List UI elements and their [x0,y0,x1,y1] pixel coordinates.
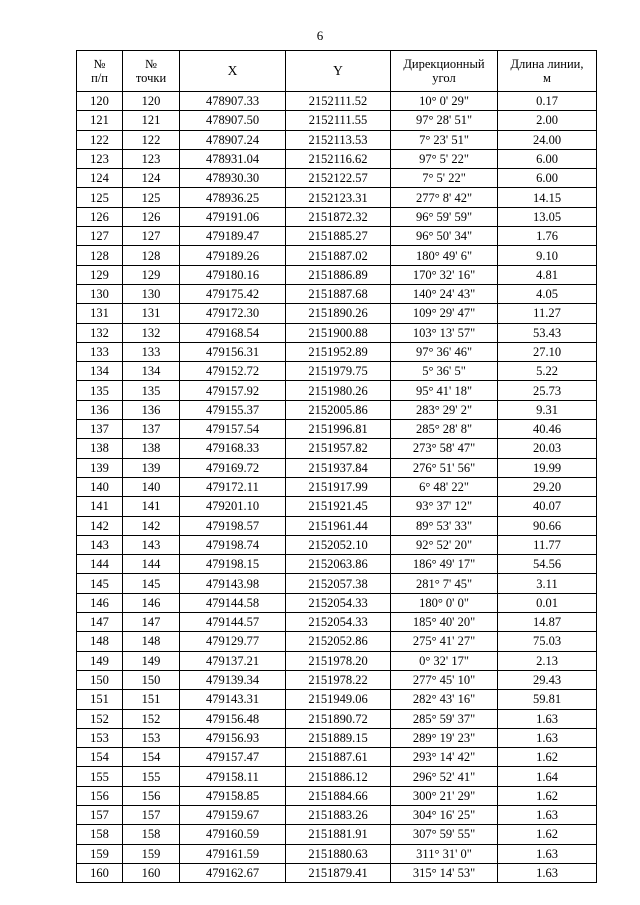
cell-row-number: 153 [77,728,123,747]
cell-x: 479162.67 [180,863,286,882]
cell-point-number: 145 [123,574,180,593]
table-row [77,323,597,342]
cell-point-number: 156 [123,786,180,805]
cell-point-number: 154 [123,748,180,767]
cell-line-length: 0.17 [498,92,597,111]
table-row [77,574,597,593]
cell-y: 2151917.99 [286,477,391,496]
cell-x: 479159.67 [180,805,286,824]
cell-row-number: 125 [77,188,123,207]
table-row [77,825,597,844]
cell-x: 479156.48 [180,709,286,728]
cell-line-length: 40.46 [498,420,597,439]
cell-x: 479157.92 [180,381,286,400]
cell-row-number: 135 [77,381,123,400]
table-row [77,535,597,554]
cell-y: 2152113.53 [286,130,391,149]
cell-row-number: 130 [77,284,123,303]
cell-x: 479172.30 [180,304,286,323]
cell-x: 479143.98 [180,574,286,593]
cell-line-length: 25.73 [498,381,597,400]
cell-y: 2152123.31 [286,188,391,207]
cell-line-length: 1.63 [498,863,597,882]
cell-direction-angle: 307° 59' 55" [391,825,498,844]
cell-point-number: 157 [123,805,180,824]
cell-x: 478907.50 [180,111,286,130]
cell-point-number: 158 [123,825,180,844]
cell-line-length: 40.07 [498,497,597,516]
cell-x: 479152.72 [180,362,286,381]
table-row [77,767,597,786]
cell-direction-angle: 96° 50' 34" [391,227,498,246]
cell-row-number: 158 [77,825,123,844]
cell-row-number: 131 [77,304,123,323]
cell-x: 479144.58 [180,593,286,612]
cell-row-number: 124 [77,169,123,188]
cell-row-number: 145 [77,574,123,593]
cell-y: 2152054.33 [286,593,391,612]
cell-row-number: 140 [77,477,123,496]
cell-line-length: 54.56 [498,555,597,574]
cell-row-number: 134 [77,362,123,381]
cell-direction-angle: 97° 36' 46" [391,342,498,361]
cell-row-number: 160 [77,863,123,882]
cell-y: 2151937.84 [286,458,391,477]
cell-x: 479157.47 [180,748,286,767]
cell-y: 2151887.02 [286,246,391,265]
cell-direction-angle: 0° 32' 17" [391,651,498,670]
cell-line-length: 13.05 [498,207,597,226]
table-row [77,458,597,477]
cell-point-number: 130 [123,284,180,303]
cell-line-length: 1.62 [498,786,597,805]
cell-x: 478931.04 [180,149,286,168]
cell-point-number: 152 [123,709,180,728]
cell-line-length: 1.64 [498,767,597,786]
cell-line-length: 1.62 [498,748,597,767]
header-row-number: № п/п [77,51,123,92]
table-row [77,555,597,574]
cell-point-number: 135 [123,381,180,400]
cell-point-number: 142 [123,516,180,535]
cell-y: 2151879.41 [286,863,391,882]
table-row [77,265,597,284]
cell-direction-angle: 315° 14' 53" [391,863,498,882]
cell-line-length: 1.63 [498,844,597,863]
table-row [77,497,597,516]
cell-y: 2151890.26 [286,304,391,323]
cell-direction-angle: 180° 49' 6" [391,246,498,265]
cell-direction-angle: 109° 29' 47" [391,304,498,323]
table-row [77,284,597,303]
table-row [77,188,597,207]
table-row [77,709,597,728]
cell-line-length: 19.99 [498,458,597,477]
cell-line-length: 5.22 [498,362,597,381]
header-point-number: № точки [123,51,180,92]
cell-point-number: 127 [123,227,180,246]
cell-y: 2152122.57 [286,169,391,188]
cell-point-number: 125 [123,188,180,207]
cell-direction-angle: 170° 32' 16" [391,265,498,284]
cell-line-length: 27.10 [498,342,597,361]
cell-point-number: 138 [123,439,180,458]
cell-direction-angle: 285° 59' 37" [391,709,498,728]
cell-point-number: 148 [123,632,180,651]
coordinates-table [76,50,597,883]
table-row [77,593,597,612]
table-row [77,863,597,882]
cell-x: 478936.25 [180,188,286,207]
cell-direction-angle: 6° 48' 22" [391,477,498,496]
cell-point-number: 129 [123,265,180,284]
cell-x: 479168.33 [180,439,286,458]
cell-row-number: 121 [77,111,123,130]
table-row [77,670,597,689]
table-row [77,342,597,361]
cell-point-number: 121 [123,111,180,130]
cell-row-number: 133 [77,342,123,361]
cell-line-length: 11.77 [498,535,597,554]
table-row [77,748,597,767]
cell-y: 2151980.26 [286,381,391,400]
cell-x: 479180.16 [180,265,286,284]
cell-direction-angle: 103° 13' 57" [391,323,498,342]
cell-line-length: 29.43 [498,670,597,689]
table-row [77,130,597,149]
header-direction-angle: Дирекционный угол [391,51,498,92]
cell-point-number: 134 [123,362,180,381]
cell-row-number: 137 [77,420,123,439]
cell-y: 2151887.61 [286,748,391,767]
header-y: Y [286,51,391,92]
cell-point-number: 159 [123,844,180,863]
cell-x: 479156.31 [180,342,286,361]
cell-direction-angle: 277° 8' 42" [391,188,498,207]
cell-row-number: 126 [77,207,123,226]
cell-x: 479156.93 [180,728,286,747]
cell-y: 2151886.89 [286,265,391,284]
cell-y: 2151881.91 [286,825,391,844]
cell-point-number: 153 [123,728,180,747]
table-row [77,111,597,130]
cell-point-number: 137 [123,420,180,439]
cell-point-number: 151 [123,690,180,709]
cell-direction-angle: 275° 41' 27" [391,632,498,651]
cell-row-number: 144 [77,555,123,574]
cell-point-number: 140 [123,477,180,496]
cell-row-number: 128 [77,246,123,265]
table-row [77,632,597,651]
cell-row-number: 123 [77,149,123,168]
cell-direction-angle: 186° 49' 17" [391,555,498,574]
cell-y: 2151957.82 [286,439,391,458]
cell-point-number: 144 [123,555,180,574]
cell-point-number: 126 [123,207,180,226]
cell-direction-angle: 10° 0' 29" [391,92,498,111]
cell-x: 479155.37 [180,400,286,419]
cell-point-number: 146 [123,593,180,612]
cell-line-length: 14.87 [498,613,597,632]
page-number: 6 [316,28,324,43]
cell-line-length: 3.11 [498,574,597,593]
cell-y: 2151952.89 [286,342,391,361]
cell-x: 479137.21 [180,651,286,670]
cell-x: 479144.57 [180,613,286,632]
cell-point-number: 139 [123,458,180,477]
cell-row-number: 147 [77,613,123,632]
cell-line-length: 4.81 [498,265,597,284]
cell-line-length: 2.13 [498,651,597,670]
cell-direction-angle: 97° 28' 51" [391,111,498,130]
cell-line-length: 1.63 [498,728,597,747]
cell-y: 2152111.52 [286,92,391,111]
table-row [77,805,597,824]
cell-y: 2151921.45 [286,497,391,516]
cell-y: 2152057.38 [286,574,391,593]
cell-y: 2151872.32 [286,207,391,226]
cell-row-number: 138 [77,439,123,458]
cell-row-number: 122 [77,130,123,149]
cell-y: 2152005.86 [286,400,391,419]
table-row [77,690,597,709]
cell-x: 479139.34 [180,670,286,689]
cell-line-length: 1.63 [498,805,597,824]
cell-point-number: 155 [123,767,180,786]
header-line-length: Длина линии, м [498,51,597,92]
header-x: X [180,51,286,92]
cell-direction-angle: 92° 52' 20" [391,535,498,554]
cell-row-number: 136 [77,400,123,419]
cell-row-number: 156 [77,786,123,805]
cell-y: 2152111.55 [286,111,391,130]
cell-point-number: 149 [123,651,180,670]
cell-line-length: 0.01 [498,593,597,612]
cell-line-length: 24.00 [498,130,597,149]
cell-point-number: 132 [123,323,180,342]
cell-line-length: 2.00 [498,111,597,130]
cell-y: 2151900.88 [286,323,391,342]
cell-row-number: 129 [77,265,123,284]
cell-y: 2151885.27 [286,227,391,246]
cell-row-number: 152 [77,709,123,728]
cell-y: 2151949.06 [286,690,391,709]
cell-row-number: 146 [77,593,123,612]
cell-direction-angle: 140° 24' 43" [391,284,498,303]
cell-x: 479168.54 [180,323,286,342]
cell-direction-angle: 283° 29' 2" [391,400,498,419]
table-row [77,207,597,226]
cell-point-number: 133 [123,342,180,361]
cell-row-number: 141 [77,497,123,516]
cell-line-length: 4.05 [498,284,597,303]
cell-direction-angle: 289° 19' 23" [391,728,498,747]
cell-line-length: 14.15 [498,188,597,207]
table-row [77,728,597,747]
cell-row-number: 150 [77,670,123,689]
cell-x: 479143.31 [180,690,286,709]
cell-line-length: 1.62 [498,825,597,844]
cell-point-number: 136 [123,400,180,419]
cell-x: 479189.47 [180,227,286,246]
cell-row-number: 120 [77,92,123,111]
cell-y: 2152054.33 [286,613,391,632]
cell-x: 479191.06 [180,207,286,226]
cell-line-length: 53.43 [498,323,597,342]
table-row [77,613,597,632]
cell-line-length: 1.76 [498,227,597,246]
cell-x: 479158.11 [180,767,286,786]
cell-y: 2151880.63 [286,844,391,863]
cell-x: 479160.59 [180,825,286,844]
cell-direction-angle: 97° 5' 22" [391,149,498,168]
cell-x: 479201.10 [180,497,286,516]
cell-row-number: 127 [77,227,123,246]
cell-y: 2152116.62 [286,149,391,168]
cell-point-number: 120 [123,92,180,111]
cell-line-length: 90.66 [498,516,597,535]
cell-x: 479157.54 [180,420,286,439]
cell-direction-angle: 276° 51' 56" [391,458,498,477]
table-row [77,477,597,496]
cell-direction-angle: 293° 14' 42" [391,748,498,767]
cell-direction-angle: 7° 23' 51" [391,130,498,149]
cell-line-length: 59.81 [498,690,597,709]
cell-row-number: 139 [77,458,123,477]
cell-y: 2151890.72 [286,709,391,728]
cell-x: 479169.72 [180,458,286,477]
cell-direction-angle: 96° 59' 59" [391,207,498,226]
cell-x: 479189.26 [180,246,286,265]
cell-row-number: 155 [77,767,123,786]
cell-x: 478907.33 [180,92,286,111]
cell-y: 2152052.86 [286,632,391,651]
table-header-row [77,51,597,92]
cell-row-number: 154 [77,748,123,767]
cell-y: 2151978.22 [286,670,391,689]
cell-line-length: 11.27 [498,304,597,323]
cell-direction-angle: 95° 41' 18" [391,381,498,400]
table-row [77,149,597,168]
table-row [77,786,597,805]
cell-row-number: 159 [77,844,123,863]
table-row [77,439,597,458]
cell-line-length: 1.63 [498,709,597,728]
cell-point-number: 141 [123,497,180,516]
cell-direction-angle: 281° 7' 45" [391,574,498,593]
cell-y: 2151979.75 [286,362,391,381]
table-row [77,227,597,246]
cell-point-number: 122 [123,130,180,149]
cell-y: 2151884.66 [286,786,391,805]
cell-row-number: 157 [77,805,123,824]
cell-y: 2151889.15 [286,728,391,747]
cell-line-length: 6.00 [498,149,597,168]
cell-point-number: 147 [123,613,180,632]
cell-y: 2151996.81 [286,420,391,439]
cell-direction-angle: 300° 21' 29" [391,786,498,805]
cell-x: 479198.74 [180,535,286,554]
cell-point-number: 131 [123,304,180,323]
cell-x: 479161.59 [180,844,286,863]
cell-x: 479175.42 [180,284,286,303]
cell-row-number: 148 [77,632,123,651]
cell-direction-angle: 89° 53' 33" [391,516,498,535]
table-row [77,400,597,419]
cell-line-length: 75.03 [498,632,597,651]
cell-x: 479129.77 [180,632,286,651]
cell-y: 2151978.20 [286,651,391,670]
table-row [77,92,597,111]
cell-direction-angle: 296° 52' 41" [391,767,498,786]
cell-x: 479198.57 [180,516,286,535]
cell-point-number: 128 [123,246,180,265]
table-row [77,381,597,400]
cell-x: 478930.30 [180,169,286,188]
cell-y: 2152052.10 [286,535,391,554]
cell-line-length: 9.31 [498,400,597,419]
cell-x: 479172.11 [180,477,286,496]
cell-point-number: 123 [123,149,180,168]
cell-line-length: 6.00 [498,169,597,188]
cell-x: 479158.85 [180,786,286,805]
cell-x: 478907.24 [180,130,286,149]
cell-direction-angle: 277° 45' 10" [391,670,498,689]
cell-direction-angle: 273° 58' 47" [391,439,498,458]
table-row [77,844,597,863]
cell-direction-angle: 311° 31' 0" [391,844,498,863]
cell-direction-angle: 304° 16' 25" [391,805,498,824]
cell-y: 2151887.68 [286,284,391,303]
cell-point-number: 160 [123,863,180,882]
table-row [77,420,597,439]
table-row [77,246,597,265]
table-row [77,169,597,188]
cell-direction-angle: 185° 40' 20" [391,613,498,632]
cell-direction-angle: 93° 37' 12" [391,497,498,516]
cell-direction-angle: 285° 28' 8" [391,420,498,439]
cell-row-number: 151 [77,690,123,709]
table-row [77,362,597,381]
cell-line-length: 20.03 [498,439,597,458]
cell-y: 2151961.44 [286,516,391,535]
cell-line-length: 9.10 [498,246,597,265]
cell-row-number: 149 [77,651,123,670]
table-row [77,651,597,670]
cell-point-number: 124 [123,169,180,188]
cell-direction-angle: 5° 36' 5" [391,362,498,381]
cell-point-number: 143 [123,535,180,554]
table-row [77,304,597,323]
cell-x: 479198.15 [180,555,286,574]
cell-row-number: 143 [77,535,123,554]
table-row [77,516,597,535]
cell-direction-angle: 7° 5' 22" [391,169,498,188]
cell-row-number: 132 [77,323,123,342]
cell-y: 2151883.26 [286,805,391,824]
cell-y: 2152063.86 [286,555,391,574]
cell-direction-angle: 180° 0' 0" [391,593,498,612]
cell-y: 2151886.12 [286,767,391,786]
table-body [77,92,597,883]
cell-point-number: 150 [123,670,180,689]
cell-direction-angle: 282° 43' 16" [391,690,498,709]
cell-row-number: 142 [77,516,123,535]
cell-line-length: 29.20 [498,477,597,496]
